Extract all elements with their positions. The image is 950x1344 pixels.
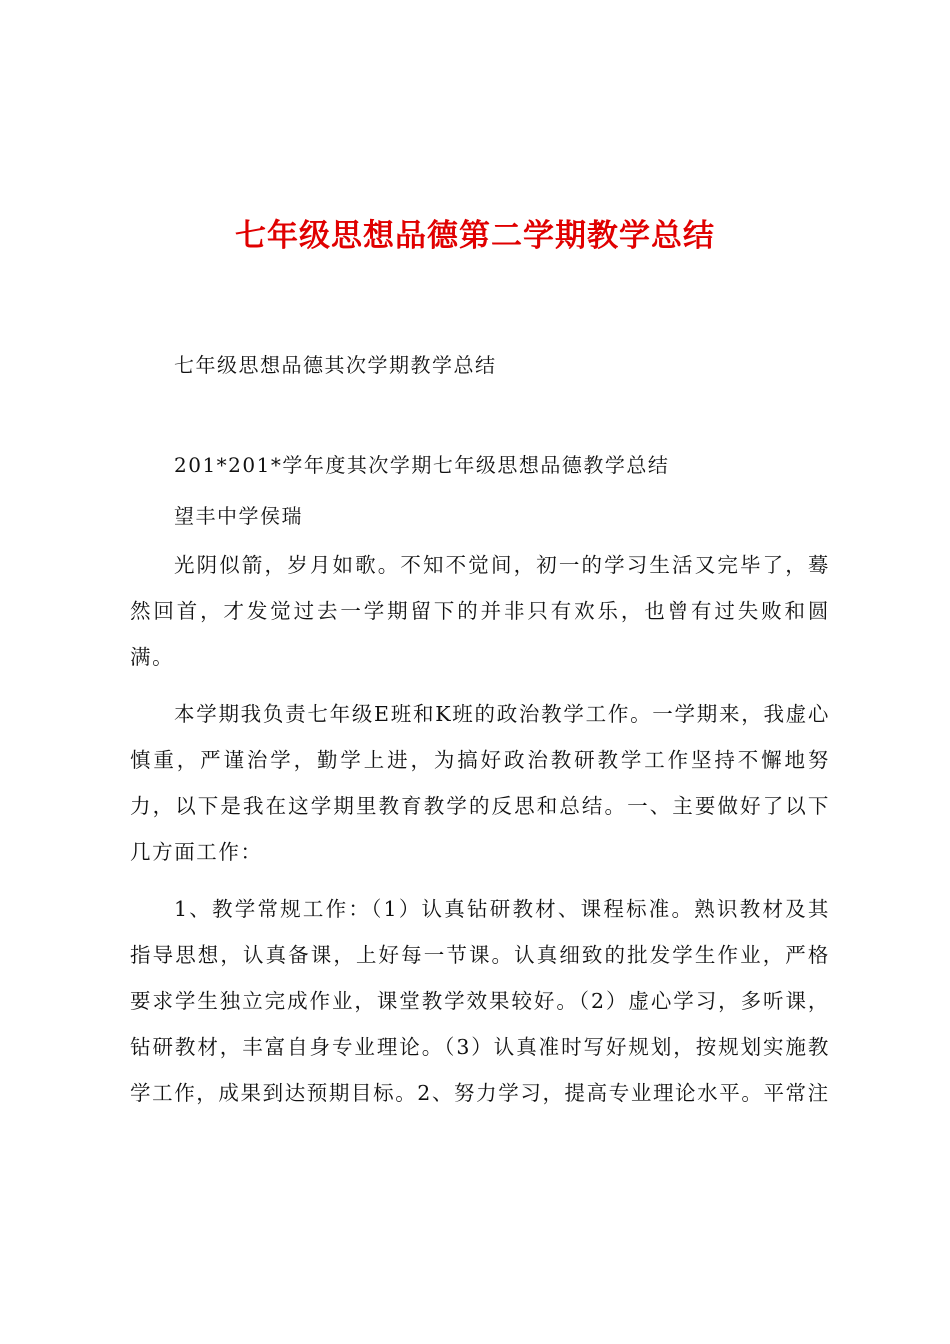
paragraph-2: 本学期我负责七年级E班和K班的政治教学工作。一学期来，我虚心慎重，严谨治学，勤学上进，为搞好政治教研教学工作坚持不懈地努力，以下是我在这学期里教育教学的反思和总结。一、主要做好了以下几方面工作：	[130, 702, 830, 864]
document-heading-line: 201*201*学年度其次学期七年级思想品德教学总结	[174, 453, 670, 477]
document-title: 七年级思想品德第二学期教学总结	[235, 218, 715, 254]
paragraph-3: 1、教学常规工作：（1）认真钻研教材、课程标准。熟识教材及其指导思想，认真备课，上好每一节课。认真细致的批发学生作业，严格要求学生独立完成作业，课堂教学效果较好。（2）虚心学习，多听课，钻研教材，丰富自身专业理论。（3）认真准时写好规划，按规划实施教学工作，成果到达预期目标。2、努力学习，提高专业理论水平。平常注	[130, 897, 830, 1105]
document-subtitle: 七年级思想品德其次学期教学总结	[174, 353, 497, 377]
document-author-line: 望丰中学侯瑞	[174, 504, 303, 528]
paragraph-1: 光阴似箭，岁月如歌。不知不觉间，初一的学习生活又完毕了，蓦然回首，才发觉过去一学期留下的并非只有欢乐，也曾有过失败和圆满。	[130, 553, 830, 669]
